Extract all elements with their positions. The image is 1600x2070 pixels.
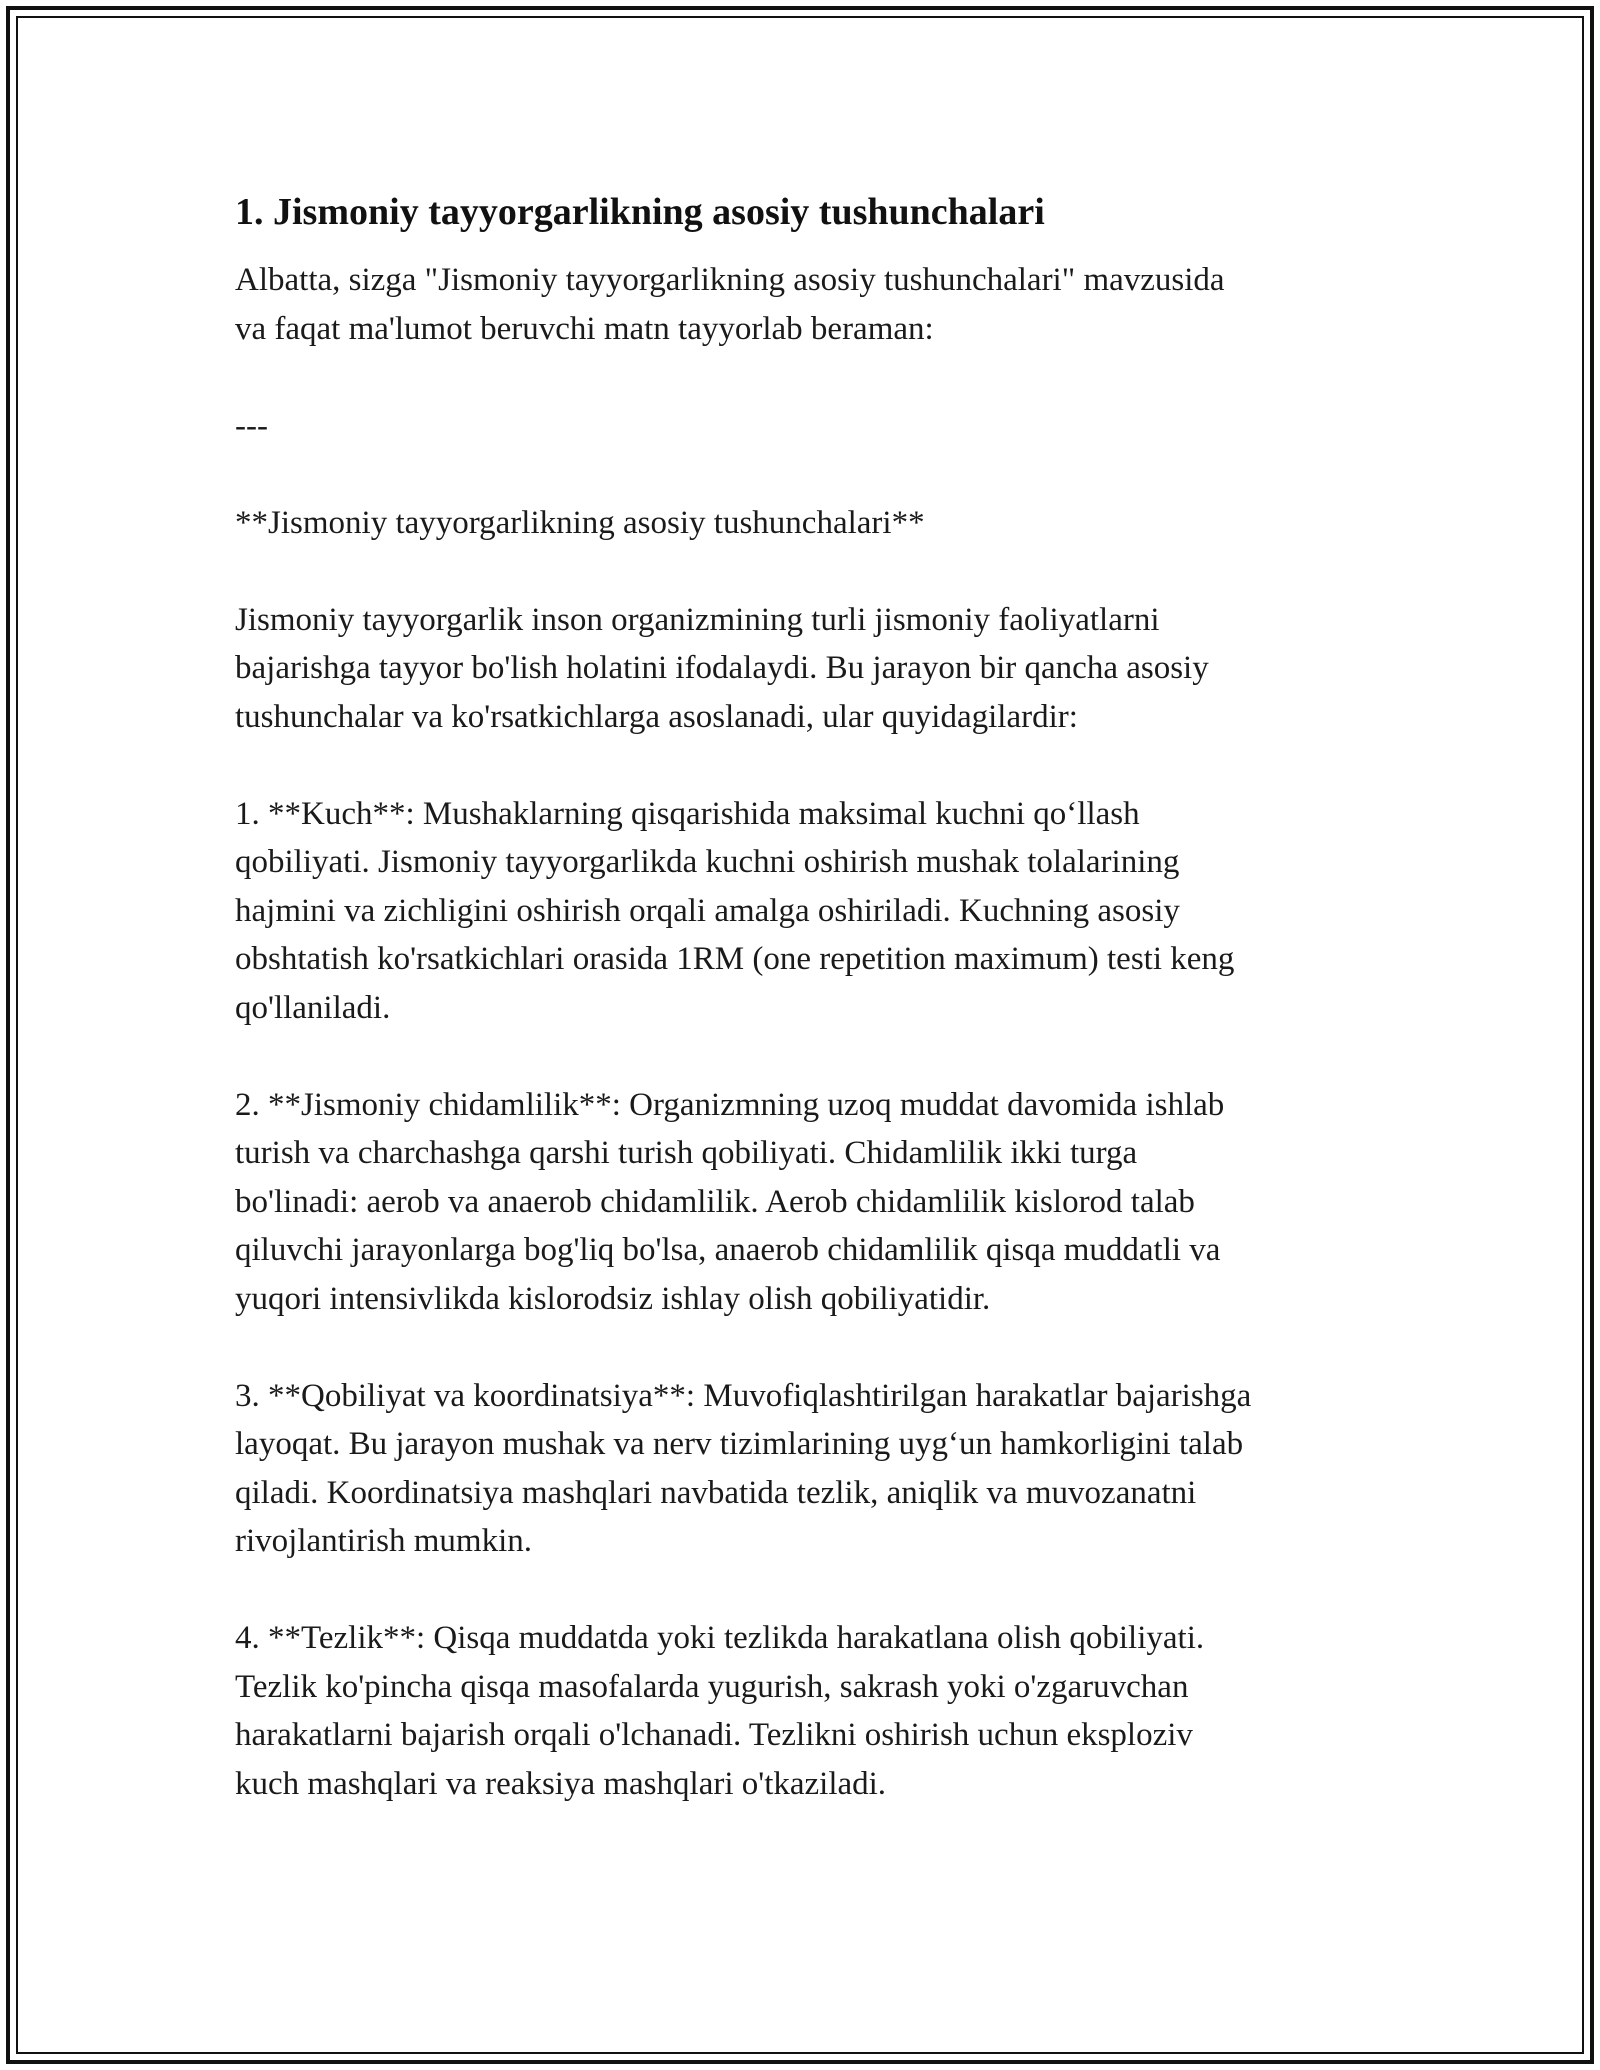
document-body — [235, 184, 1375, 1808]
list-item-endurance: 2. **Jismoniy chidamlilik**: Organizmning uzoq muddat davomida ishlab turish va charchashga qarshi turish qobiliyati. Chidamlilik ikki turga bo'linadi: aerob va anaerob chidamlilik. Aerob chidamlilik kislorod talab qiluvchi jarayonlarga bog'liq bo'lsa, anaerob chidamlilik qisqa muddatli va yuqori intensivlikda kislorodsiz ishlay olish qobiliyatidir. — [235, 1086, 1225, 1317]
overview-paragraph: Jismoniy tayyorgarlik inson organizmining turli jismoniy faoliyatlarni bajarishga tayyor bo'lish holatini ifodalaydi. Bu jarayon bir qancha asosiy tushunchalar va ko'rsatkichlarga asoslanadi, ular quyidagilardir: — [235, 601, 1209, 735]
list-item-coordination: 3. **Qobiliyat va koordinatsiya**: Muvofiqlashtirilgan harakatlar bajarishga layoqat. Bu jarayon mushak va nerv tizimlarining uyg‘un hamkorligini talab qiladi. Koordinatsiya mashqlari navbatida tezlik, aniqlik va muvozanatni rivojlantirish mumkin. — [235, 1377, 1252, 1559]
section-heading: **Jismoniy tayyorgarlikning asosiy tushunchalari** — [235, 504, 925, 541]
list-item-speed: 4. **Tezlik**: Qisqa muddatda yoki tezlikda harakatlana olish qobiliyati. Tezlik ko'pincha qisqa masofalarda yugurish, sakrash yoki o'zgaruvchan harakatlarni bajarish orqali o'lchanadi. Tezlikni oshirish uchun eksploziv kuch mashqlari va reaksiya mashqlari o'tkaziladi. — [235, 1620, 1205, 1802]
separator-line: --- — [235, 407, 268, 444]
intro-paragraph: Albatta, sizga "Jismoniy tayyorgarlikning asosiy tushunchalari" mavzusida va faqat ma'lumot beruvchi matn tayyorlab beraman: — [235, 262, 1225, 347]
document-title: 1. Jismoniy tayyorgarlikning asosiy tushunchalari — [235, 191, 1045, 233]
list-item-strength: 1. **Kuch**: Mushaklarning qisqarishida maksimal kuchni qo‘llash qobiliyati. Jismoniy tayyorgarlikda kuchni oshirish mushak tolalarining hajmini va zichligini oshirish orqali amalga oshiriladi. Kuchning asosiy obshtatish ko'rsatkichlari orasida 1RM (one repetition maximum) testi keng qo'llaniladi. — [235, 795, 1235, 1026]
